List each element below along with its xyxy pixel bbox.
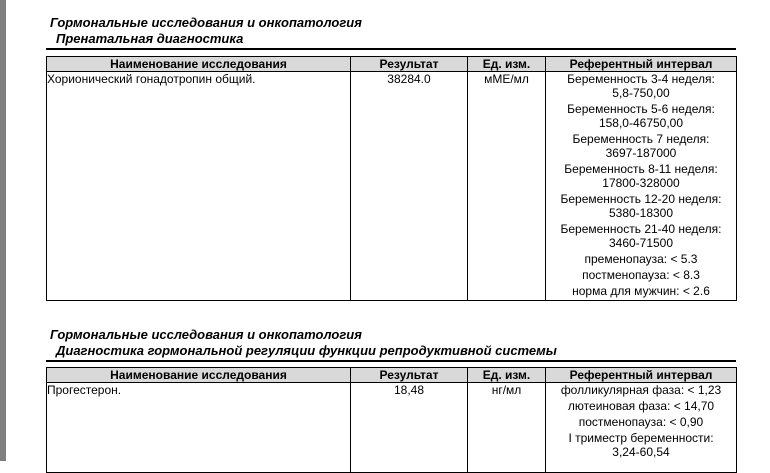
reference-line: норма для мужчин: < 2.6 [572, 284, 710, 298]
header-result: Результат [351, 57, 468, 72]
reference-line: фолликулярная фаза: < 1,23 [560, 383, 722, 397]
left-edge-bar [0, 0, 6, 461]
reference-line: Беременность 3-4 неделя: [567, 72, 715, 86]
section2-results-table [46, 367, 737, 473]
test-unit: нг/мл [468, 383, 546, 473]
reference-group [546, 162, 736, 190]
reference-line: 5,8-750,00 [612, 86, 670, 100]
reference-line: Беременность 8-11 неделя: [564, 162, 718, 176]
reference-group [546, 284, 736, 298]
reference-group [546, 268, 736, 282]
reference-interval [546, 72, 737, 301]
reference-group [546, 383, 736, 397]
test-name: Хорионический гонадотропин общий. [47, 72, 351, 301]
reference-line: 158,0-46750,00 [598, 116, 684, 130]
header-result: Результат [351, 368, 468, 383]
reference-line: пременопауза: < 5.3 [584, 252, 698, 266]
test-unit: мМЕ/мл [468, 72, 546, 301]
reference-line: 3,24-60,54 [612, 445, 670, 459]
reference-group [546, 415, 736, 429]
section2-rule [46, 360, 736, 362]
section2-subtitle: Диагностика гормональной регуляции функции репродуктивной системы [56, 343, 557, 358]
reference-group [546, 399, 736, 413]
reference-line: постменопауза: < 8.3 [582, 268, 700, 282]
reference-group [546, 132, 736, 160]
header-name: Наименование исследования [47, 368, 351, 383]
section1-results-table [46, 56, 737, 301]
reference-line: 17800-328000 [602, 176, 680, 190]
section1-title: Гормональные исследования и онкопатология [50, 15, 362, 30]
reference-group [546, 222, 736, 250]
reference-line: Беременность 5-6 неделя: [567, 102, 715, 116]
reference-interval [546, 383, 737, 473]
section2-title: Гормональные исследования и онкопатология [50, 327, 362, 342]
reference-group [546, 102, 736, 130]
section1-rule [46, 48, 736, 50]
reference-line: Беременность 12-20 неделя: [560, 192, 722, 206]
reference-line: I триместр беременности: [568, 431, 714, 445]
table-header-row [47, 57, 737, 72]
table-row [47, 72, 737, 301]
reference-group [546, 252, 736, 266]
test-result: 18,48 [351, 383, 468, 473]
header-ref: Референтный интервал [546, 57, 737, 72]
test-result: 38284.0 [351, 72, 468, 301]
reference-line: 3697-187000 [605, 146, 677, 160]
table-row [47, 383, 737, 473]
test-name: Прогестерон. [47, 383, 351, 473]
reference-line: Беременность 7 неделя: [572, 132, 710, 146]
reference-line: 3460-71500 [608, 236, 674, 250]
table-header-row [47, 368, 737, 383]
header-unit: Ед. изм. [468, 57, 546, 72]
reference-line: 5380-18300 [608, 206, 674, 220]
reference-line: постменопауза: < 0,90 [578, 415, 704, 429]
section1-subtitle: Пренатальная диагностика [56, 31, 244, 46]
reference-line: Беременность 21-40 неделя: [560, 222, 722, 236]
header-name: Наименование исследования [47, 57, 351, 72]
reference-line: лютеиновая фаза: < 14,70 [567, 399, 715, 413]
header-unit: Ед. изм. [468, 368, 546, 383]
reference-group [546, 192, 736, 220]
reference-group [546, 72, 736, 100]
reference-group [546, 431, 736, 459]
header-ref: Референтный интервал [546, 368, 737, 383]
